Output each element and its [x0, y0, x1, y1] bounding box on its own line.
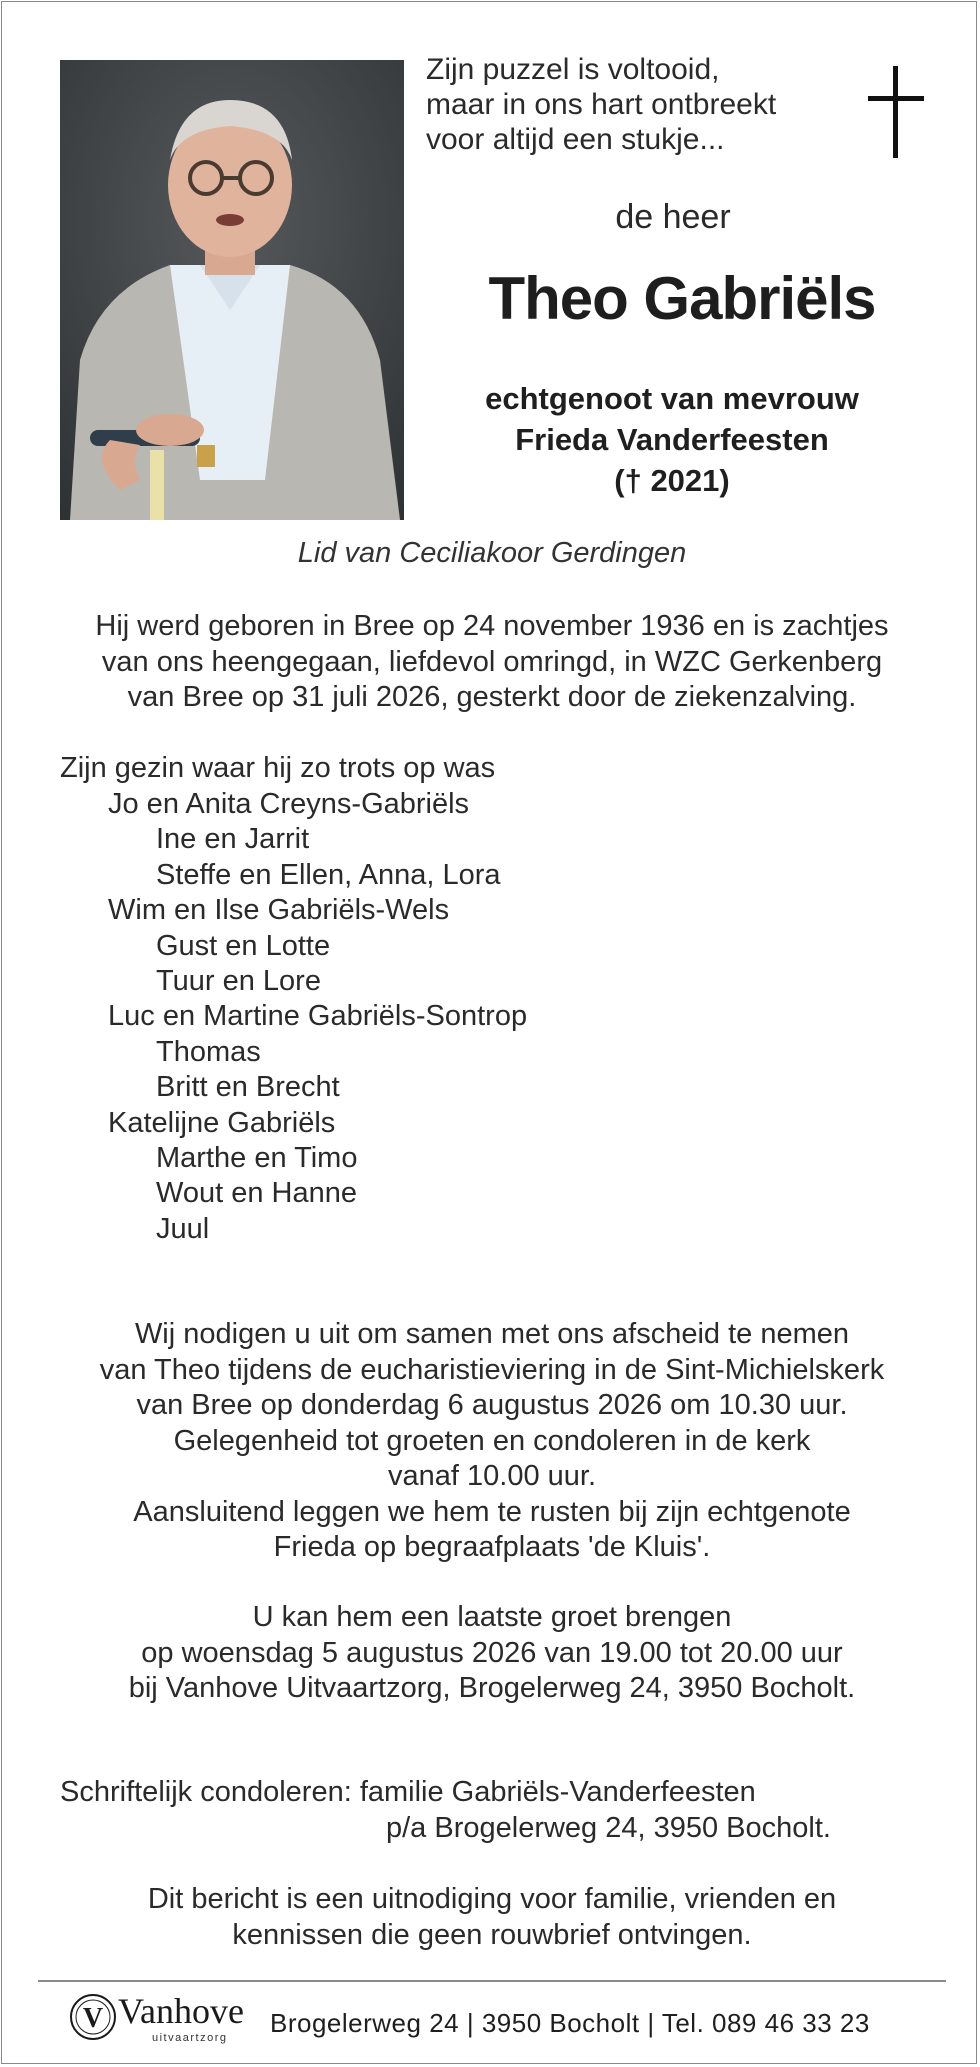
- paragraph-line: van Bree op donderdag 6 augustus 2026 om 10.30 uur.: [136, 1389, 848, 1421]
- obituary-card: [1, 1, 977, 2064]
- vanhove-logo-icon: [66, 1990, 120, 2044]
- family-intro: Zijn gezin waar hij zo trots op was: [60, 752, 496, 784]
- spouse-line: echtgenoot van mevrouw: [485, 381, 859, 416]
- honorific: de heer: [615, 198, 731, 236]
- condolence-line: Schriftelijk condoleren: familie Gabriëls-Vanderfeesten: [60, 1776, 756, 1808]
- footer-divider: [38, 1980, 946, 1982]
- family-member: Jo en Anita Creyns-Gabriëls: [108, 788, 470, 820]
- logo-letter: V: [82, 2003, 104, 2034]
- condolence-address: p/a Brogelerweg 24, 3950 Bocholt.: [386, 1812, 831, 1844]
- family-member: Wim en Ilse Gabriëls-Wels: [108, 894, 450, 927]
- family-member: Thomas: [156, 1035, 261, 1068]
- paragraph-line: van Theo tijdens de eucharistieviering in de Sint-Michielskerk: [99, 1353, 885, 1386]
- family-member: Steffe en Ellen, Anna, Lora: [156, 858, 501, 891]
- family-list: [60, 787, 527, 1247]
- paragraph-line: Frieda op begraafplaats 'de Kluis'.: [273, 1531, 711, 1563]
- logo-wordmark: Vanhove: [118, 1991, 244, 2031]
- family-member: Ine en Jarrit: [156, 823, 310, 856]
- paragraph-line: Gelegenheid tot groeten en condoleren in de kerk: [173, 1424, 811, 1457]
- paragraph-line: Dit bericht is een uitnodiging voor familie, vrienden en: [147, 1883, 837, 1915]
- deceased-name: Theo Gabriëls: [488, 265, 876, 332]
- family-member: Luc en Martine Gabriëls-Sontrop: [108, 1000, 528, 1033]
- family-member: Britt en Brecht: [156, 1071, 340, 1104]
- paragraph-line: Hij werd geboren in Bree op 24 november 1936 en is zachtjes: [95, 610, 889, 642]
- motto-line: Zijn puzzel is voltooid,: [426, 53, 720, 86]
- paragraph-line: van Bree op 31 juli 2026, gesterkt door de ziekenzalving.: [127, 681, 857, 713]
- paragraph-line: kennissen die geen rouwbrief ontvingen.: [232, 1918, 752, 1951]
- family-member: Marthe en Timo: [156, 1142, 358, 1175]
- paragraph-line: van ons heengegaan, liefdevol omringd, in WZC Gerkenberg: [101, 645, 883, 678]
- spouse-info: [432, 378, 912, 501]
- motto-line: voor altijd een stukje...: [426, 123, 725, 156]
- paragraph-line: vanaf 10.00 uur.: [388, 1460, 596, 1492]
- family-member: Juul: [156, 1212, 210, 1245]
- motto: [426, 52, 846, 157]
- notice-paragraph: [42, 1882, 942, 1953]
- paragraph-line: U kan hem een laatste groet brengen: [252, 1601, 732, 1633]
- paragraph-line: Wij nodigen u uit om samen met ons afscheid te nemen: [134, 1318, 850, 1350]
- visit-paragraph: [42, 1600, 942, 1707]
- spouse-line: Frieda Vanderfeesten: [515, 422, 829, 457]
- motto-line: maar in ons hart ontbreekt: [426, 88, 777, 121]
- portrait-photo: [60, 60, 404, 520]
- footer-address: Brogelerweg 24 | 3950 Bocholt | Tel. 089 46 33 23: [270, 2008, 870, 2038]
- family-member: Gust en Lotte: [156, 929, 331, 962]
- invitation-paragraph: [42, 1317, 942, 1566]
- paragraph-line: bij Vanhove Uitvaartzorg, Brogelerweg 24, 3950 Bocholt.: [128, 1672, 856, 1704]
- spouse-line: († 2021): [614, 463, 730, 498]
- logo-tagline: uitvaartzorg: [152, 2032, 228, 2044]
- paragraph-line: op woensdag 5 augustus 2026 van 19.00 tot 20.00 uur: [141, 1636, 843, 1669]
- cross-icon: [868, 66, 924, 158]
- family-member: Tuur en Lore: [156, 965, 321, 998]
- family-member: Katelijne Gabriëls: [108, 1106, 336, 1139]
- paragraph-line: Aansluitend leggen we hem te rusten bij zijn echtgenote: [133, 1495, 851, 1528]
- membership-line: Lid van Ceciliakoor Gerdingen: [297, 537, 687, 569]
- birth-paragraph: [42, 609, 942, 716]
- family-member: Wout en Hanne: [156, 1177, 357, 1210]
